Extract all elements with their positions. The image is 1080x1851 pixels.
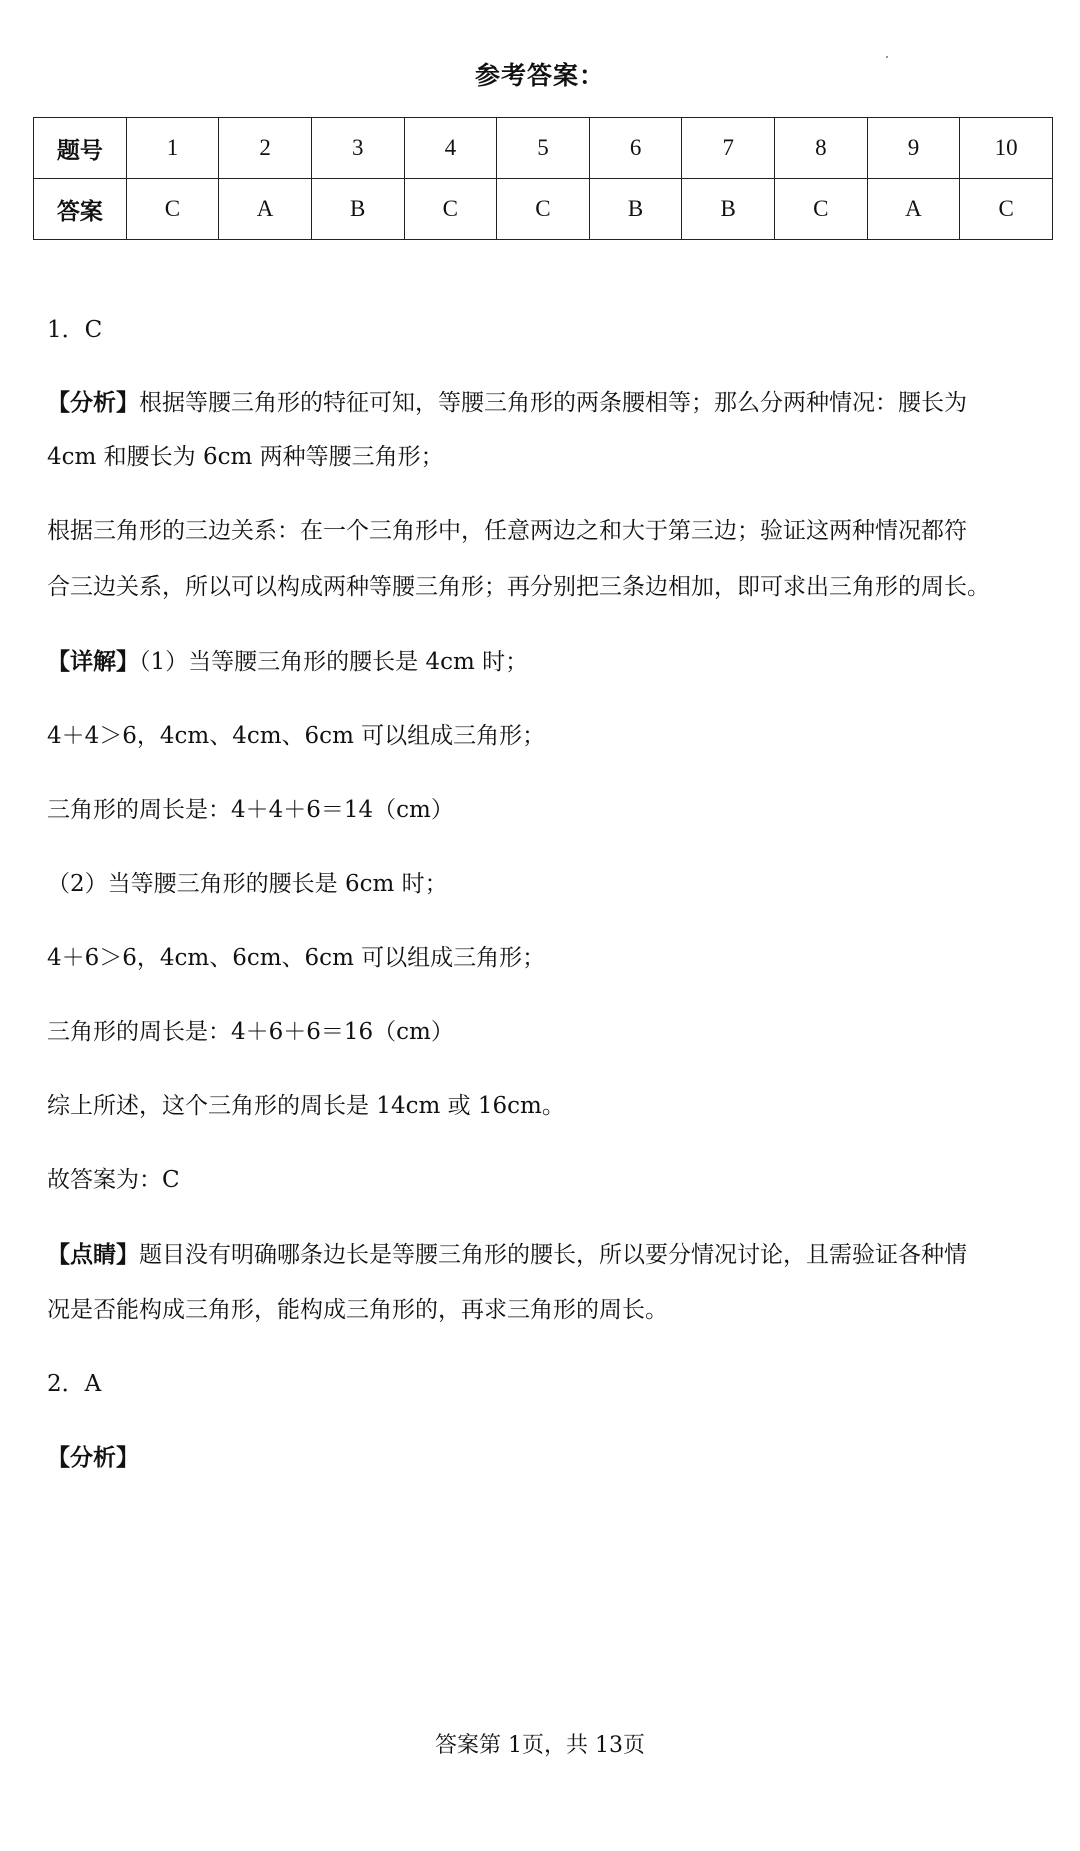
page-title: 参考答案： xyxy=(474,61,605,90)
analysis-paragraph xyxy=(47,388,1047,418)
q2-heading: 2．A xyxy=(47,1371,102,1397)
table-cell: 6 xyxy=(589,118,682,179)
q2-analysis-tag: 【分析】 xyxy=(47,1444,139,1471)
table-cell: C xyxy=(497,179,590,240)
step-2: 4＋6＞6，4cm、6cm、6cm 可以组成三角形； xyxy=(47,945,546,971)
comment-tag: 【点睛】 xyxy=(47,1241,139,1268)
perimeter-1: 三角形的周长是：4＋4＋6＝14（cm） xyxy=(47,797,454,823)
table-cell: C xyxy=(126,179,219,240)
perimeter-2: 三角形的周长是：4＋6＋6＝16（cm） xyxy=(47,1019,454,1045)
table-cell: 7 xyxy=(682,118,775,179)
comment-line-2: 况是否能构成三角形，能构成三角形的，再求三角形的周长。 xyxy=(47,1297,668,1323)
q1-heading: 1．C xyxy=(47,317,103,343)
comment-line-1: 题目没有明确哪条边长是等腰三角形的腰长，所以要分情况讨论，且需验证各种情 xyxy=(139,1242,967,1268)
triangle-rule-line-1: 根据三角形的三边关系：在一个三角形中，任意两边之和大于第三边；验证这两种情况都符 xyxy=(47,518,967,544)
table-cell: C xyxy=(960,179,1053,240)
triangle-rule-line-2: 合三边关系，所以可以构成两种等腰三角形；再分别把三条边相加，即可求出三角形的周长。 xyxy=(47,574,990,600)
detail-tag: 【详解】 xyxy=(47,648,139,675)
table-cell: C xyxy=(404,179,497,240)
detail-line-1: （1）当等腰三角形的腰长是 4cm 时； xyxy=(139,649,529,675)
page-footer: 答案第 1页，共 13页 xyxy=(435,1733,645,1758)
table-row xyxy=(34,118,1053,179)
table-cell: B xyxy=(589,179,682,240)
analysis-line-2: 4cm 和腰长为 6cm 两种等腰三角形； xyxy=(47,444,444,470)
table-header-answer: 答案 xyxy=(34,179,127,240)
final-answer: 故答案为：C xyxy=(47,1167,180,1193)
table-cell: A xyxy=(219,179,312,240)
detail-paragraph xyxy=(47,647,1047,677)
table-cell: 3 xyxy=(311,118,404,179)
table-cell: 2 xyxy=(219,118,312,179)
table-cell: 10 xyxy=(960,118,1053,179)
step-1: 4＋4＞6，4cm、4cm、6cm 可以组成三角形； xyxy=(47,723,546,749)
table-cell: C xyxy=(775,179,868,240)
comment-paragraph xyxy=(47,1240,1047,1270)
case-2: （2）当等腰三角形的腰长是 6cm 时； xyxy=(47,871,448,897)
table-cell: 8 xyxy=(775,118,868,179)
table-cell: A xyxy=(867,179,960,240)
table-cell: 1 xyxy=(126,118,219,179)
table-cell: 5 xyxy=(497,118,590,179)
table-cell: B xyxy=(311,179,404,240)
answer-table xyxy=(33,117,1053,240)
table-cell: B xyxy=(682,179,775,240)
table-row xyxy=(34,179,1053,240)
table-cell: 4 xyxy=(404,118,497,179)
summary: 综上所述，这个三角形的周长是 14cm 或 16cm。 xyxy=(47,1093,565,1119)
analysis-line-1: 根据等腰三角形的特征可知，等腰三角形的两条腰相等；那么分两种情况：腰长为 xyxy=(139,390,967,416)
table-header-number: 题号 xyxy=(34,118,127,179)
analysis-tag: 【分析】 xyxy=(47,389,139,416)
table-cell: 9 xyxy=(867,118,960,179)
